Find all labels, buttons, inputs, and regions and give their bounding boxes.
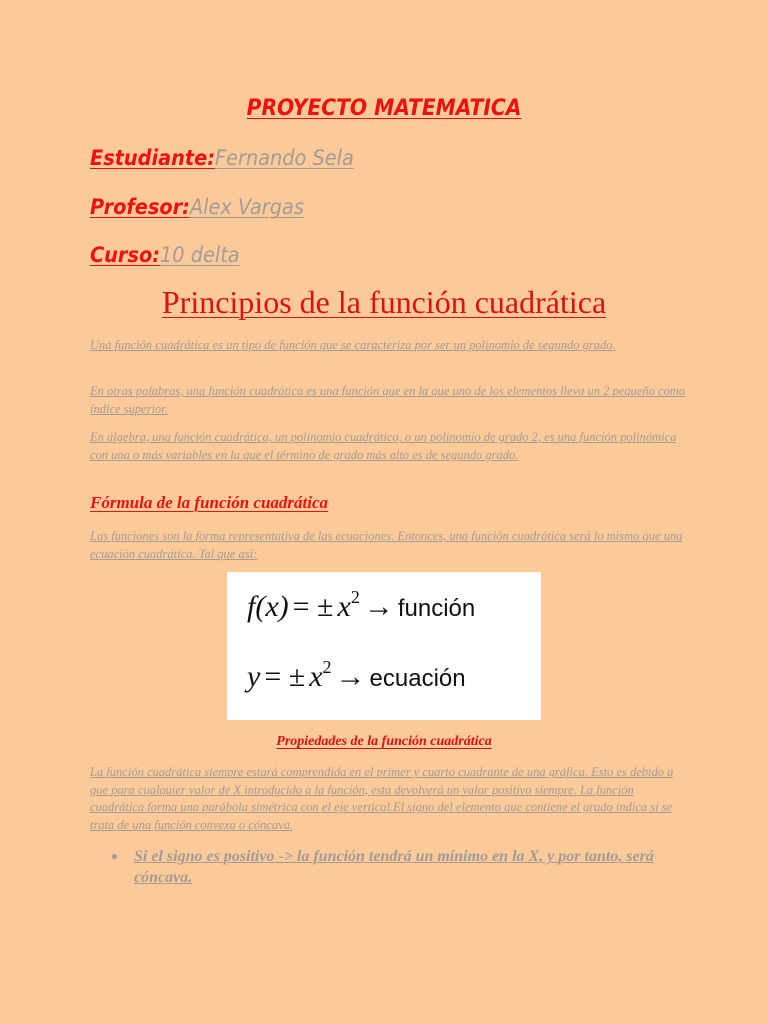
- course-line: [90, 243, 240, 267]
- properties-paragraph: La función cuadrática siempre estará comprendida en el primer y cuarto cuadrante de una gráfica. Esto es debido a que para cualquier valor de X introducido a la función, esta devolverá un valor positivo siempre. La función cuadrática forma una parábola simétrica con el eje vertical.El signo del elemento que contiene el grado indica si se trata de una función convexa o cóncava.: [90, 765, 674, 832]
- student-name: Fernando Sela: [215, 146, 354, 170]
- formula-operator: = ±: [264, 660, 306, 693]
- intro-paragraph: Una función cuadrática es un tipo de función que se caracteriza por ser un polinomio de segundo grado.: [90, 338, 616, 352]
- formula-exponent: 2: [322, 657, 332, 677]
- list-item: Si el signo es positivo -> la función tendrá un mínimo en la X, y por tanto, será cóncava.: [134, 848, 654, 886]
- student-label: Estudiante:: [90, 146, 216, 170]
- arrow-right-icon: →: [363, 590, 394, 623]
- intro-paragraph: En álgebra, una función cuadrática, un polinomio cuadrático, o un polinomio de grado 2, es una función polinómica con una o más variables en la que el término de grado más alto es de segundo grado.: [90, 430, 677, 462]
- formula-image: [227, 572, 541, 720]
- course-name: 10 delta: [159, 243, 240, 267]
- formula-lhs: y: [247, 660, 261, 693]
- teacher-label: Profesor:: [90, 195, 190, 219]
- student-line: [90, 146, 354, 170]
- formula-word: función: [397, 595, 476, 622]
- formula-heading: Fórmula de la función cuadrática: [90, 493, 329, 512]
- teacher-name: Alex Vargas: [189, 195, 304, 219]
- formula-variable: x: [309, 660, 323, 693]
- formula-equation-line: [247, 657, 466, 694]
- document-title: PROYECTO MATEMATICA: [246, 96, 522, 121]
- bullet-icon: [112, 854, 117, 859]
- course-label: Curso:: [90, 243, 160, 267]
- section-title: Principios de la función cuadrática: [161, 284, 607, 320]
- intro-paragraph: En otras palabras, una función cuadrática es una función que en la que uno de los elementos lleva un 2 pequeño como índice superior.: [90, 384, 686, 416]
- properties-heading: Propiedades de la función cuadrática: [276, 734, 492, 749]
- formula-word: ecuación: [369, 665, 466, 692]
- formula-operator: = ±: [292, 590, 334, 623]
- formula-function-line: [247, 587, 476, 624]
- teacher-line: [90, 195, 304, 219]
- formula-paragraph: Las funciones son la forma representativa de las ecuaciones. Entonces, una función cuadrática será lo mismo que una ecuación cuadrática. Tal que así:: [90, 529, 683, 561]
- formula-variable: x: [337, 590, 351, 623]
- formula-lhs: f(x): [247, 590, 289, 623]
- arrow-right-icon: →: [335, 660, 366, 693]
- formula-exponent: 2: [350, 587, 360, 607]
